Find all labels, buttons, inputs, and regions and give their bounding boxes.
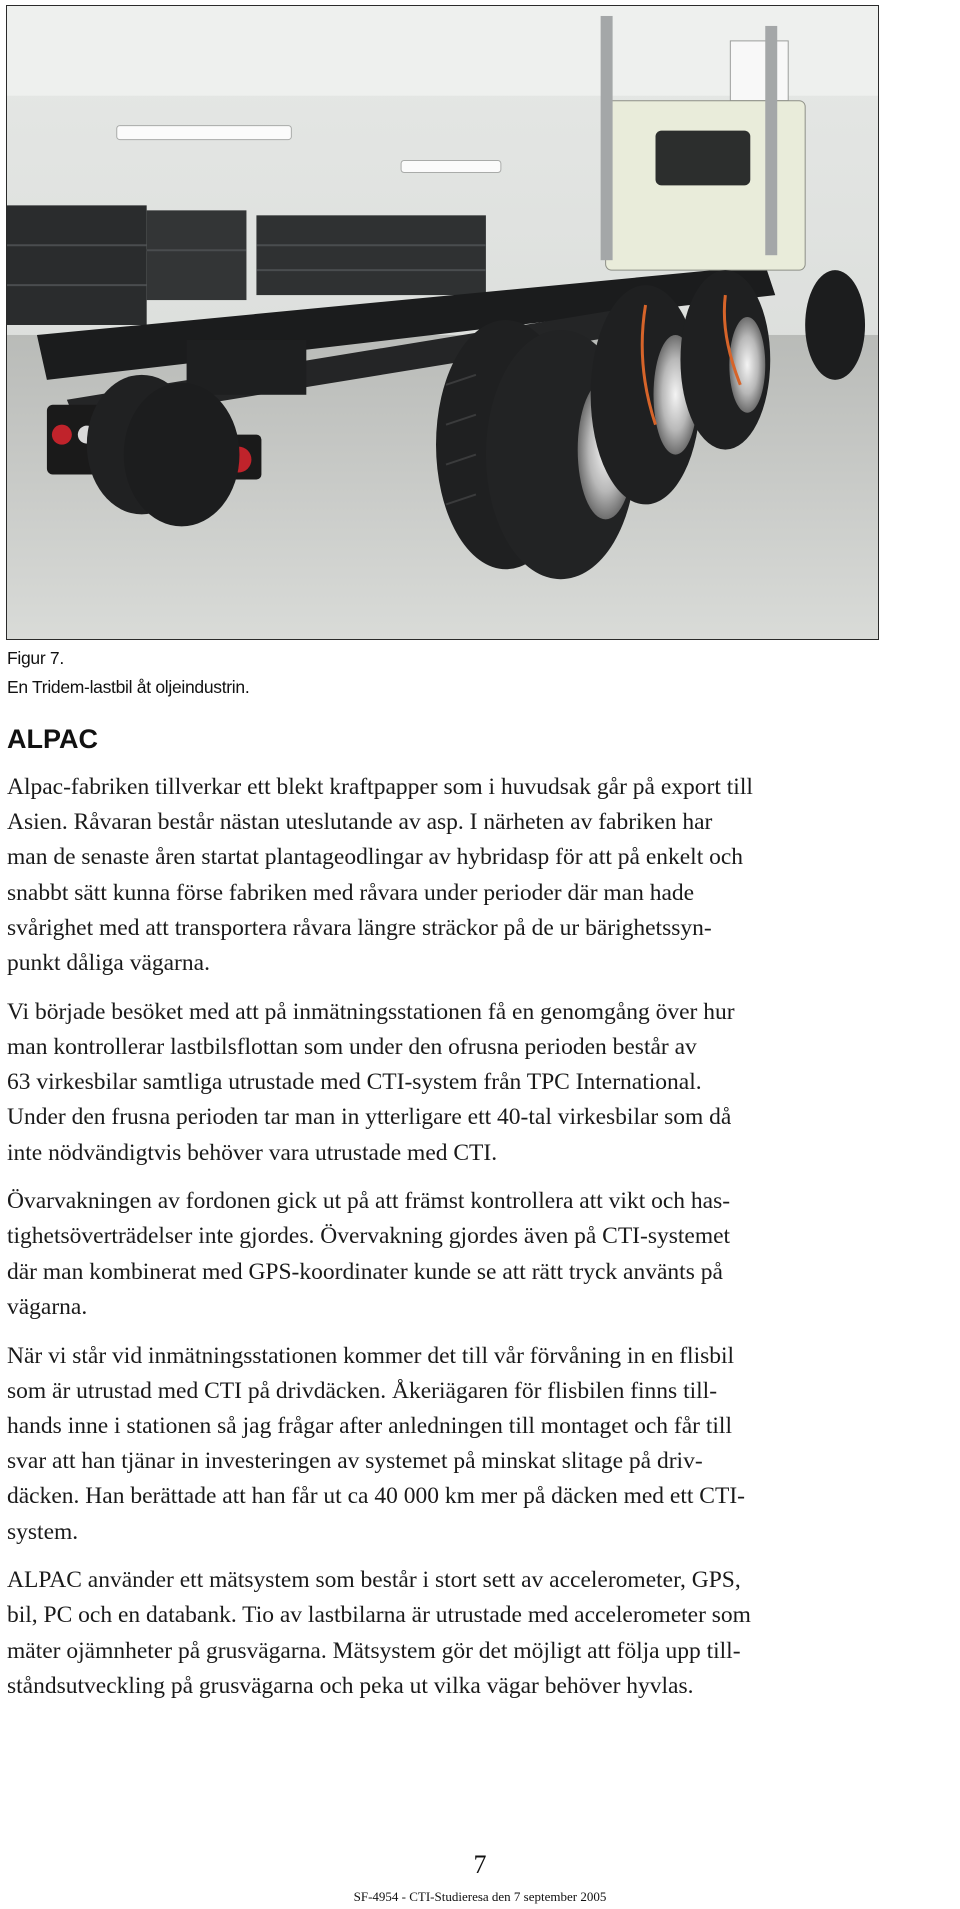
text-line: Under den frusna perioden tar man in ytterligare ett 40-tal virkesbilar som då: [7, 1104, 732, 1131]
text-line: man kontrollerar lastbilsflottan som under den ofrusna perioden består av: [7, 1033, 697, 1060]
text-line: ALPAC använder ett mätsystem som består i stort sett av accelerometer, GPS,: [7, 1567, 741, 1594]
text-line: Vi började besöket med att på inmätningsstationen få en genomgång över hur: [7, 998, 735, 1025]
text-line: bil, PC och en databank. Tio av lastbilarna är utrustade med accelerometer som: [7, 1602, 751, 1629]
text-line: snabbt sätt kunna förse fabriken med råvara under perioder där man hade: [7, 879, 695, 906]
text-line: däcken. Han berättade att han får ut ca 40 000 km mer på däcken med ett CTI-: [7, 1483, 745, 1510]
truck-photo-illustration: [7, 6, 878, 639]
text-line: Asien. Råvaran består nästan uteslutande av asp. I närheten av fabriken har: [7, 809, 713, 836]
text-line: Alpac-fabriken tillverkar ett blekt kraftpapper som i huvudsak går på export till: [7, 774, 753, 800]
figure-caption-label: Figur 7.: [7, 648, 64, 668]
text-line: svårighet med att transportera råvara längre sträckor på de ur bärighetssyn-: [7, 914, 712, 941]
text-line: 63 virkesbilar samtliga utrustade med CTI-system från TPC International.: [7, 1069, 702, 1096]
figure-photo-truck-chassis: [6, 5, 879, 640]
text-line: Övarvakningen av fordonen gick ut på att främst kontrollera att vikt och has-: [7, 1188, 731, 1215]
figure-caption-text: En Tridem-lastbil åt oljeindustrin.: [7, 677, 250, 697]
body-text: [7, 770, 957, 1718]
text-line: mäter ojämnheter på grusvägarna. Mätsystem gör det möjligt att följa upp till-: [7, 1637, 741, 1664]
text-line: punkt dåliga vägarna.: [7, 950, 210, 977]
text-line: som är utrustad med CTI på drivdäcken. Åkeriägaren för flisbilen finns till-: [7, 1377, 718, 1404]
footer-text: SF-4954 - CTI-Studieresa den 7 september 2005: [353, 1889, 607, 1904]
paragraph: [7, 1563, 957, 1704]
text-line: vägarna.: [7, 1293, 88, 1320]
text-line: När vi står vid inmätningsstationen kommer det till vår förvåning in en flisbil: [7, 1342, 735, 1369]
text-line: ståndsutveckling på grusvägarna och peka ut vilka vägar behöver hyvlas.: [7, 1672, 694, 1699]
text-line: hands inne i stationen så jag frågar after anledningen till montaget och får till: [7, 1412, 732, 1439]
paragraph: [7, 1184, 957, 1325]
section-heading: ALPAC: [7, 724, 98, 754]
text-line: system.: [7, 1518, 79, 1545]
text-line: inte nödvändigtvis behöver vara utrustade med CTI.: [7, 1139, 498, 1166]
paragraph: [7, 1339, 957, 1550]
text-line: där man kombinerat med GPS-koordinater kunde se att rätt tryck använts på: [7, 1258, 723, 1285]
text-line: man de senaste åren startat plantageodlingar av hybridasp för att på enkelt och: [7, 844, 744, 871]
figure-caption: [7, 644, 249, 702]
paragraph: [7, 995, 957, 1171]
page-number: 7: [473, 1850, 487, 1879]
paragraph: [7, 770, 957, 981]
text-line: svar att han tjänar in investeringen av systemet på minskat slitage på driv-: [7, 1448, 703, 1475]
text-line: tighetsöverträdelser inte gjordes. Övervakning gjordes även på CTI-systemet: [7, 1223, 731, 1250]
